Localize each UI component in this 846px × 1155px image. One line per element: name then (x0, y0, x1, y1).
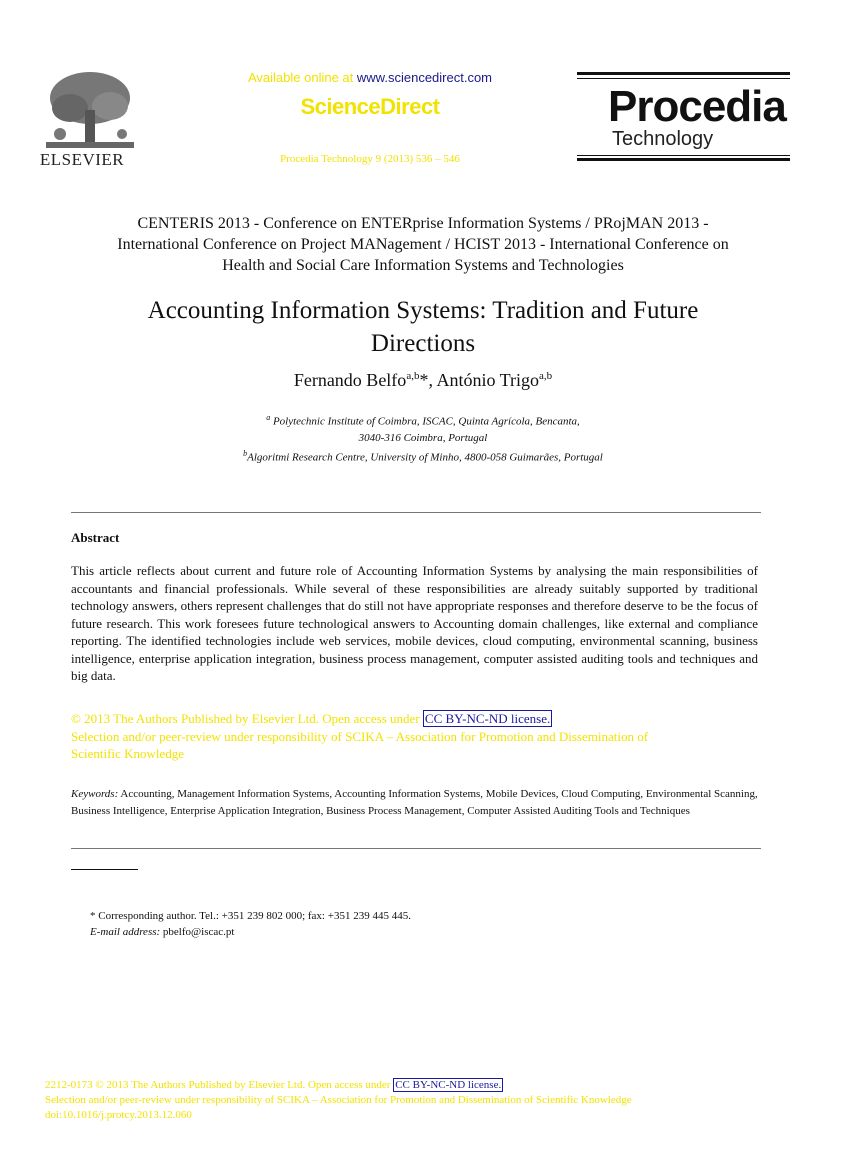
conference-line: CENTERIS 2013 - Conference on ENTERprise Information Systems / PRojMAN 2013 - (137, 215, 709, 232)
author-affiliation-mark: a,b (406, 370, 420, 382)
footnote (90, 908, 411, 940)
bottom-notice (45, 1078, 805, 1123)
paper-title (90, 294, 756, 360)
sciencedirect-logo: ScienceDirect (300, 94, 440, 119)
author-name: António Trigo (436, 370, 540, 390)
corresponding-mark: *, (419, 370, 437, 390)
open-access-text: Scientific Knowledge (71, 746, 184, 761)
conference-line: Health and Social Care Information Systems and Technologies (222, 257, 624, 274)
footnote-rule (71, 869, 138, 870)
procedia-logo: Procedia (608, 82, 786, 131)
procedia-rule-top-thick (577, 72, 790, 75)
author-affiliation-mark: a,b (539, 370, 553, 382)
abstract-text: This article reflects about current and future role of Accounting Information Systems by analysing the main responsibilities of accountants and financial professionals. While several of these responsibilities are already suitably supported by traditional technology answers, others represent challenges that do still not have appropriate responses and therefore deserve to be the focus of future research. This work foresees future technological answers to Accounting domain challenges, like external and compliance reporting. The identified technologies include web services, mobile devices, cloud computing, environmental scanning, business intelligence, enterprise application integration, business process management, computer assisted auditing tools and techniques and big data. (71, 563, 758, 683)
procedia-subtitle: Technology (612, 128, 714, 150)
license-link[interactable]: CC BY-NC-ND license. (395, 1079, 502, 1091)
peer-review-note: Selection and/or peer-review under responsibility of SCIKA – Association for Promotion and Dissemination of Scientific Knowledge (45, 1094, 632, 1106)
affiliation-a-cont: 3040-316 Coimbra, Portugal (358, 431, 488, 444)
journal-reference: Procedia Technology 9 (2013) 536 – 546 (280, 153, 460, 165)
available-online (200, 70, 540, 85)
divider-bottom (71, 848, 761, 849)
procedia-rule-top-thin (577, 78, 790, 79)
open-access-notice (71, 710, 758, 763)
title-line: Accounting Information Systems: Tradition and Future (147, 297, 699, 324)
abstract-heading: Abstract (71, 530, 120, 545)
author-name: Fernando Belfo (293, 370, 407, 390)
affiliation-a (100, 410, 746, 430)
keywords (71, 786, 761, 820)
affiliation-mark: b (243, 448, 248, 458)
corresponding-author: * Corresponding author. Tel.: +351 239 802 000; fax: +351 239 445 445. (90, 910, 411, 922)
issn-copyright: 2212-0173 © 2013 The Authors Published by Elsevier Ltd. Open access under (45, 1079, 391, 1091)
sciencedirect-url-link[interactable]: www.sciencedirect.com (356, 70, 493, 85)
keywords-text: Accounting, Management Information Systems, Accounting Information Systems, Mobile Devices, Cloud Computing, Environmental Scanning, Business Intelligence, Enterprise Application Integration, Business Process Management, Computer Assisted Auditing Tools and Techniques (71, 788, 758, 817)
affiliation-text: Algoritmi Research Centre, University of Minho, 4800-058 Guimarães, Portugal (247, 451, 603, 464)
conference-line: International Conference on Project MANagement / HCIST 2013 - International Conference on (117, 236, 729, 253)
open-access-text: © 2013 The Authors Published by Elsevier Ltd. Open access under (71, 711, 420, 726)
affiliations (100, 410, 746, 465)
title-line: Directions (370, 330, 476, 357)
elsevier-wordmark: ELSEVIER (39, 150, 125, 169)
doi-link[interactable]: doi:10.1016/j.protcy.2013.12.060 (45, 1109, 192, 1121)
procedia-rule-bottom-thick (577, 158, 790, 161)
affiliation-text: Polytechnic Institute of Coimbra, ISCAC, Quinta Agrícola, Bencanta, (270, 415, 580, 428)
procedia-rule-bottom-thin (577, 155, 790, 156)
open-access-text: Selection and/or peer-review under responsibility of SCIKA – Association for Promotion and Dissemination of (71, 728, 649, 744)
email-link[interactable]: pbelfo@iscac.pt (160, 926, 235, 938)
available-prefix: Available online at (247, 70, 354, 85)
email-label: E-mail address: (90, 926, 161, 938)
keywords-label: Keywords: (71, 788, 119, 800)
conference-title (60, 213, 786, 276)
author-list (100, 370, 746, 391)
affiliation-mark: a (266, 413, 271, 422)
license-link[interactable]: CC BY-NC-ND license. (424, 711, 551, 726)
divider-top (71, 512, 761, 513)
affiliation-b (100, 446, 746, 466)
